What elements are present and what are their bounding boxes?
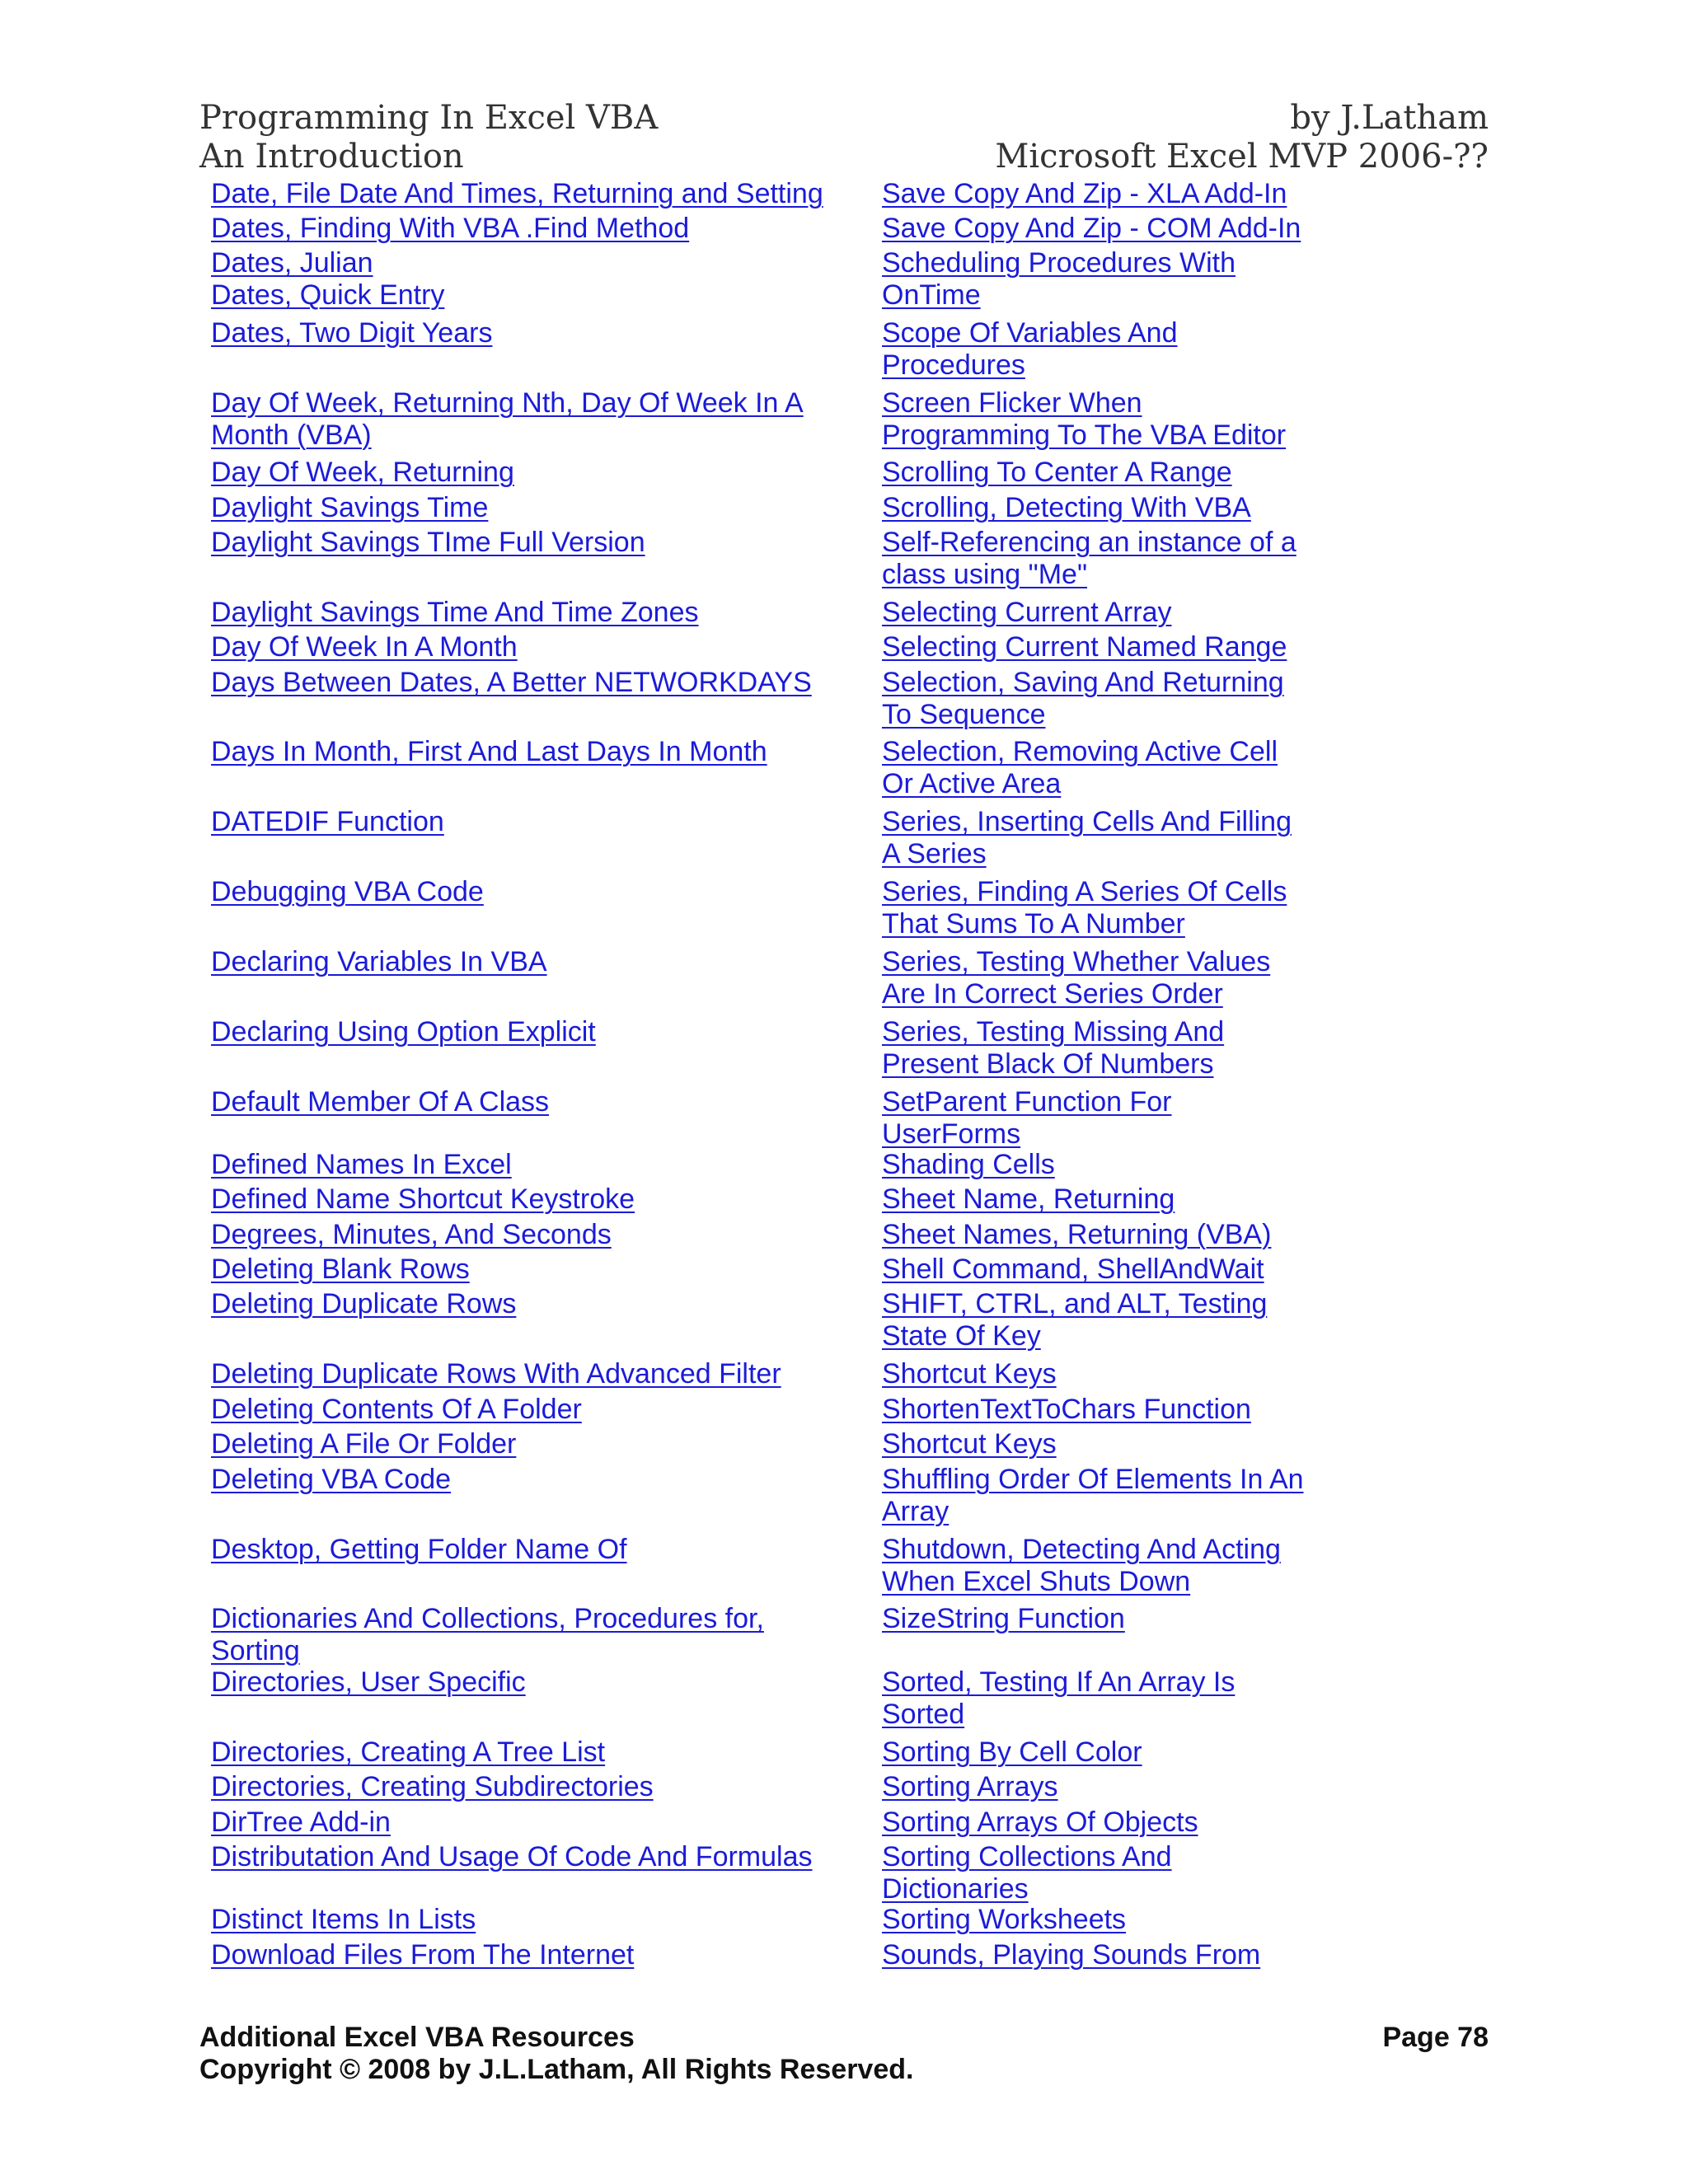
index-link[interactable]: Scrolling, Detecting With VBA [882, 492, 1251, 523]
index-link[interactable]: Daylight Savings Time [211, 492, 489, 523]
index-link[interactable]: Selecting Current Array [882, 597, 1172, 628]
index-link[interactable]: Sheet Names, Returning (VBA) [882, 1219, 1272, 1250]
index-link[interactable]: Distinct Items In Lists [211, 1904, 476, 1935]
index-link[interactable]: Scheduling Procedures With OnTime [882, 247, 1236, 311]
index-link[interactable]: Sheet Name, Returning [882, 1183, 1175, 1215]
index-link[interactable]: Dates, Finding With VBA .Find Method [211, 213, 690, 244]
footer-page-number: Page 78 [1382, 2022, 1489, 2053]
index-link[interactable]: ShortenTextToChars Function [882, 1394, 1251, 1425]
index-link[interactable]: Series, Finding A Series Of Cells That Sums To A Number [882, 876, 1287, 940]
index-link[interactable]: Series, Testing Missing And Present Black Of Numbers [882, 1016, 1225, 1080]
index-link[interactable]: Series, Testing Whether Values Are In Correct Series Order [882, 946, 1271, 1010]
index-link[interactable]: Scrolling To Center A Range [882, 457, 1232, 488]
index-link[interactable]: Deleting VBA Code [211, 1464, 452, 1495]
index-link[interactable]: Deleting Duplicate Rows With Advanced Filter [211, 1358, 781, 1390]
index-link[interactable]: Sorting Worksheets [882, 1904, 1127, 1935]
header-subtitle: An Introduction [199, 138, 464, 176]
index-link[interactable]: Sorting By Cell Color [882, 1736, 1142, 1768]
index-link[interactable]: Deleting Blank Rows [211, 1254, 470, 1285]
index-link[interactable]: SizeString Function [882, 1603, 1125, 1634]
index-link[interactable]: Directories, Creating A Tree List [211, 1736, 606, 1768]
index-link[interactable]: Selection, Removing Active Cell Or Active Area [882, 736, 1278, 799]
index-link[interactable]: SetParent Function For UserForms [882, 1086, 1172, 1150]
index-link[interactable]: Day Of Week In A Month [211, 631, 518, 663]
header-title: Programming In Excel VBA [199, 99, 659, 137]
index-link[interactable]: Download Files From The Internet [211, 1939, 635, 1971]
index-link[interactable]: Distributation And Usage Of Code And Formulas [211, 1841, 813, 1872]
index-link[interactable]: Day Of Week, Returning Nth, Day Of Week In A Month (VBA) [211, 387, 804, 451]
index-link[interactable]: Daylight Savings TIme Full Version [211, 527, 645, 558]
index-link[interactable]: Sorting Arrays Of Objects [882, 1807, 1198, 1838]
index-link[interactable]: Shortcut Keys [882, 1428, 1057, 1460]
index-link[interactable]: Shuffling Order Of Elements In An Array [882, 1464, 1304, 1527]
header-mvp: Microsoft Excel MVP 2006-?? [995, 138, 1489, 176]
index-link[interactable]: Sounds, Playing Sounds From [882, 1939, 1261, 1971]
index-link[interactable]: Days In Month, First And Last Days In Month [211, 736, 767, 767]
index-link[interactable]: Series, Inserting Cells And Filling A Series [882, 806, 1292, 869]
index-link[interactable]: SHIFT, CTRL, and ALT, Testing State Of Key [882, 1288, 1268, 1352]
index-link[interactable]: Dates, Julian [211, 247, 373, 279]
index-link[interactable]: Degrees, Minutes, And Seconds [211, 1219, 612, 1250]
footer-resources: Additional Excel VBA Resources [199, 2022, 635, 2053]
index-link[interactable]: Declaring Using Option Explicit [211, 1016, 596, 1047]
index-link[interactable]: DirTree Add-in [211, 1807, 391, 1838]
index-link[interactable]: Defined Name Shortcut Keystroke [211, 1183, 635, 1215]
index-link[interactable]: Deleting A File Or Folder [211, 1428, 517, 1460]
index-link[interactable]: Days Between Dates, A Better NETWORKDAYS [211, 667, 812, 698]
index-link[interactable]: Directories, Creating Subdirectories [211, 1771, 654, 1802]
index-link[interactable]: Save Copy And Zip - XLA Add-In [882, 178, 1287, 209]
index-link[interactable]: Self-Referencing an instance of a class using "Me" [882, 527, 1296, 590]
index-link[interactable]: Screen Flicker When Programming To The VBA Editor [882, 387, 1287, 451]
index-link[interactable]: Sorted, Testing If An Array Is Sorted [882, 1666, 1236, 1730]
index-link[interactable]: Day Of Week, Returning [211, 457, 514, 488]
index-link[interactable]: Save Copy And Zip - COM Add-In [882, 213, 1301, 244]
index-link[interactable]: Default Member Of A Class [211, 1086, 550, 1118]
index-link[interactable]: Defined Names In Excel [211, 1149, 512, 1180]
index-link[interactable]: Shortcut Keys [882, 1358, 1057, 1390]
index-link[interactable]: Declaring Variables In VBA [211, 946, 547, 977]
index-link[interactable]: Desktop, Getting Folder Name Of [211, 1534, 627, 1565]
index-link[interactable]: Date, File Date And Times, Returning and Setting [211, 178, 823, 209]
index-link[interactable]: Selecting Current Named Range [882, 631, 1287, 663]
index-link[interactable]: Dates, Quick Entry [211, 279, 445, 311]
index-link[interactable]: Debugging VBA Code [211, 876, 484, 907]
header-author: by J.Latham [1290, 99, 1489, 137]
index-link[interactable]: Sorting Arrays [882, 1771, 1058, 1802]
index-link[interactable]: Daylight Savings Time And Time Zones [211, 597, 699, 628]
index-link[interactable]: Scope Of Variables And Procedures [882, 317, 1178, 381]
index-link[interactable]: Shading Cells [882, 1149, 1055, 1180]
index-link[interactable]: Shutdown, Detecting And Acting When Excel Shuts Down [882, 1534, 1281, 1597]
index-link[interactable]: Deleting Duplicate Rows [211, 1288, 517, 1319]
index-link[interactable]: Selection, Saving And Returning To Sequence [882, 667, 1284, 730]
index-link[interactable]: Deleting Contents Of A Folder [211, 1394, 582, 1425]
index-link[interactable]: DATEDIF Function [211, 806, 444, 837]
index-link[interactable]: Dictionaries And Collections, Procedures for, Sorting [211, 1603, 764, 1666]
index-link[interactable]: Sorting Collections And Dictionaries [882, 1841, 1172, 1905]
index-link[interactable]: Directories, User Specific [211, 1666, 526, 1698]
index-link[interactable]: Shell Command, ShellAndWait [882, 1254, 1264, 1285]
index-link[interactable]: Dates, Two Digit Years [211, 317, 493, 349]
footer-copyright: Copyright © 2008 by J.L.Latham, All Rights Reserved. [199, 2054, 914, 2085]
